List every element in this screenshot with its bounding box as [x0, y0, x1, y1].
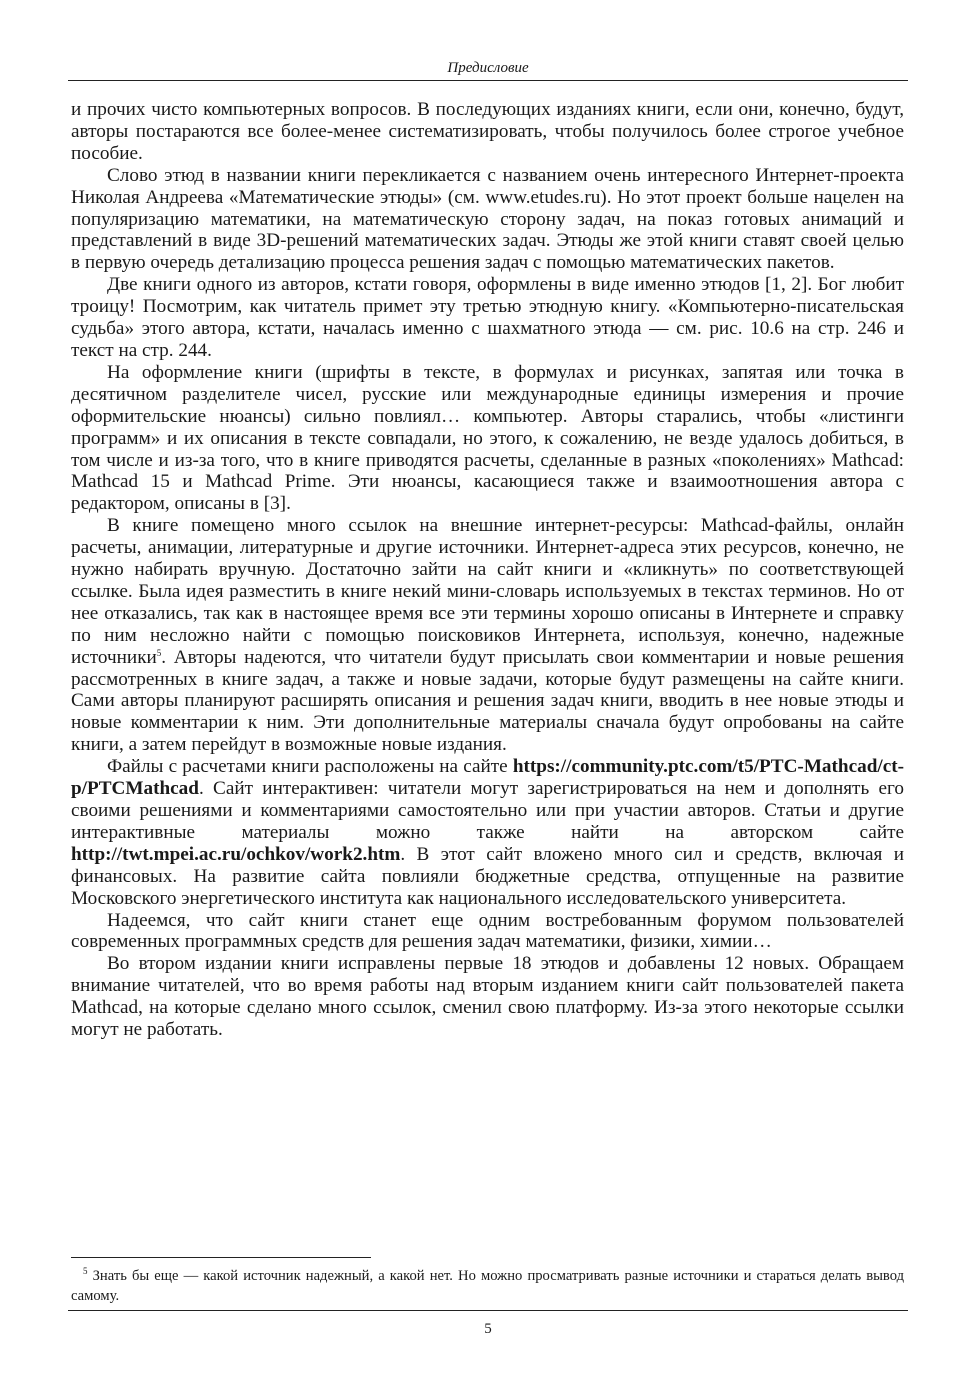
paragraph-5-part-b: . Авторы надеются, что читатели будут присылать свои комментарии и новые решения рассмотренных в книге задач, а также и новые задачи, которые будут размещены на сайте книги. Сами авторы планируют расширять описания и решения задач книги, вводить в нее новые этюды и новые комментарии к ним. Эти дополнительные материалы сначала будут опробованы на сайте книги, а затем перейдут в возможные новые издания.: [71, 646, 904, 756]
paragraph-6: [71, 756, 904, 909]
paragraph-3: Две книги одного из авторов, кстати говоря, оформлены в виде именно этюдов [1, 2]. Бог любит троицу! Посмотрим, как читатель примет эту третью этюдную книгу. «Компьютерно-писательская судьба» этого автора, кстати, началась именно с шахматного этюда — см. рис. 10.6 на стр. 246 и текст на стр. 244.: [71, 274, 904, 361]
page-number: 5: [484, 1321, 492, 1337]
footnote-text: Знать бы еще — какой источник надежный, а какой нет. Но можно просматривать разные источники и стараться делать вывод самому.: [71, 1268, 904, 1304]
paragraph-1: и прочих чисто компьютерных вопросов. В последующих изданиях книги, если они, конечно, будут, авторы постараются все более-менее систематизировать, чтобы получилось более строгое учебное пособие.: [71, 99, 904, 164]
author-site-link[interactable]: http://twt.mpei.ac.ru/ochkov/work2.htm: [71, 843, 401, 865]
running-header-title: Предисловие: [447, 60, 529, 76]
running-header: [68, 58, 908, 81]
main-text: [71, 99, 904, 1041]
paragraph-5-part-a: В книге помещено много ссылок на внешние интернет-ресурсы: Mathcad-файлы, онлайн расчеты, анимации, литературные и другие источники. Интернет-адреса этих ресурсов, конечно, не нужно набирать вручную. Достаточно зайти на сайт книги и «кликнуть» по соответствующей ссылке. Была идея разместить в книге некий мини-словарь используемых в текстах терминов. Но от нее отказались, так как в настоящее время все эти термины хорошо описаны в Интернете и справку по ним несложно найти с помощью поисковиков Интернета, используя, конечно, надежные источники: [71, 515, 904, 668]
community-site-link[interactable]: https://community.ptc.com/t5/PTC-Mathcad/ct-p/PTCMathcad: [71, 756, 904, 800]
paragraph-6-part-a: Файлы с расчетами книги расположены на сайте: [107, 756, 513, 778]
paragraph-5: [71, 515, 904, 756]
footnote-reference[interactable]: 5: [156, 647, 162, 658]
footer-divider: [68, 1310, 908, 1311]
paragraph-2: Слово этюд в названии книги перекликается с названием очень интересного Интернет-проекта Николая Андреева «Математические этюды» (см. www.etudes.ru). Но этот проект больше нацелен на популяризацию математики, на математическую сторону задач, на показ готовых анимаций и представлений в виде 3D-решений математических задач. Этюды же этой книги ставят своей целью в первую очередь детализацию процесса решения задач с помощью математических пакетов.: [71, 164, 904, 274]
paragraph-6-part-c: . В этот сайт вложено много сил и средств, включая и финансовых. На развитие сайта повлияли бюджетные средства, отпущенные на развитие Московского энергетического института как национального исследовательского университета.: [71, 843, 904, 909]
paragraph-7: Надеемся, что сайт книги станет еще одним востребованным форумом пользователей современных программных средств для решения задач математики, физики, химии…: [71, 909, 904, 953]
paragraph-4: На оформление книги (шрифты в тексте, в формулах и рисунках, запятая или точка в десятичном разделителе чисел, русские или международные единицы измерения и прочие оформительские нюансы) сильно повлиял… компьютер. Авторы старались, чтобы «листинги программ» и их описания в тексте совпадали, но этого, к сожалению, не везде удалось добиться, в том числе и из-за того, что в книге приводятся расчеты, сделанные в разных «поколениях» Mathcad: Mathcad 15 и Mathcad Prime. Эти нюансы, касающиеся также и взаимоотношения автора с редактором, описаны в [3].: [71, 361, 904, 515]
footnote: [71, 1266, 904, 1306]
footnote-number: 5: [83, 1266, 88, 1276]
paragraph-6-part-b: . Сайт интерактивен: читатели могут зарегистрироваться на нем и дополнять его своими решениями и комментариями самостоятельно или при участии авторов. Статьи и другие интерактивные материалы можно также найти на авторском сайте: [71, 778, 904, 843]
paragraph-8: Во втором издании книги исправлены первые 18 этюдов и добавлены 12 новых. Обращаем внимание читателей, что во время работы над вторым изданием книги сайт пользователей пакета Mathcad, на которые сделано много ссылок, сменил свою платформу. Из-за этого некоторые ссылки могут не работать.: [71, 953, 904, 1041]
footnote-divider: [71, 1257, 371, 1258]
